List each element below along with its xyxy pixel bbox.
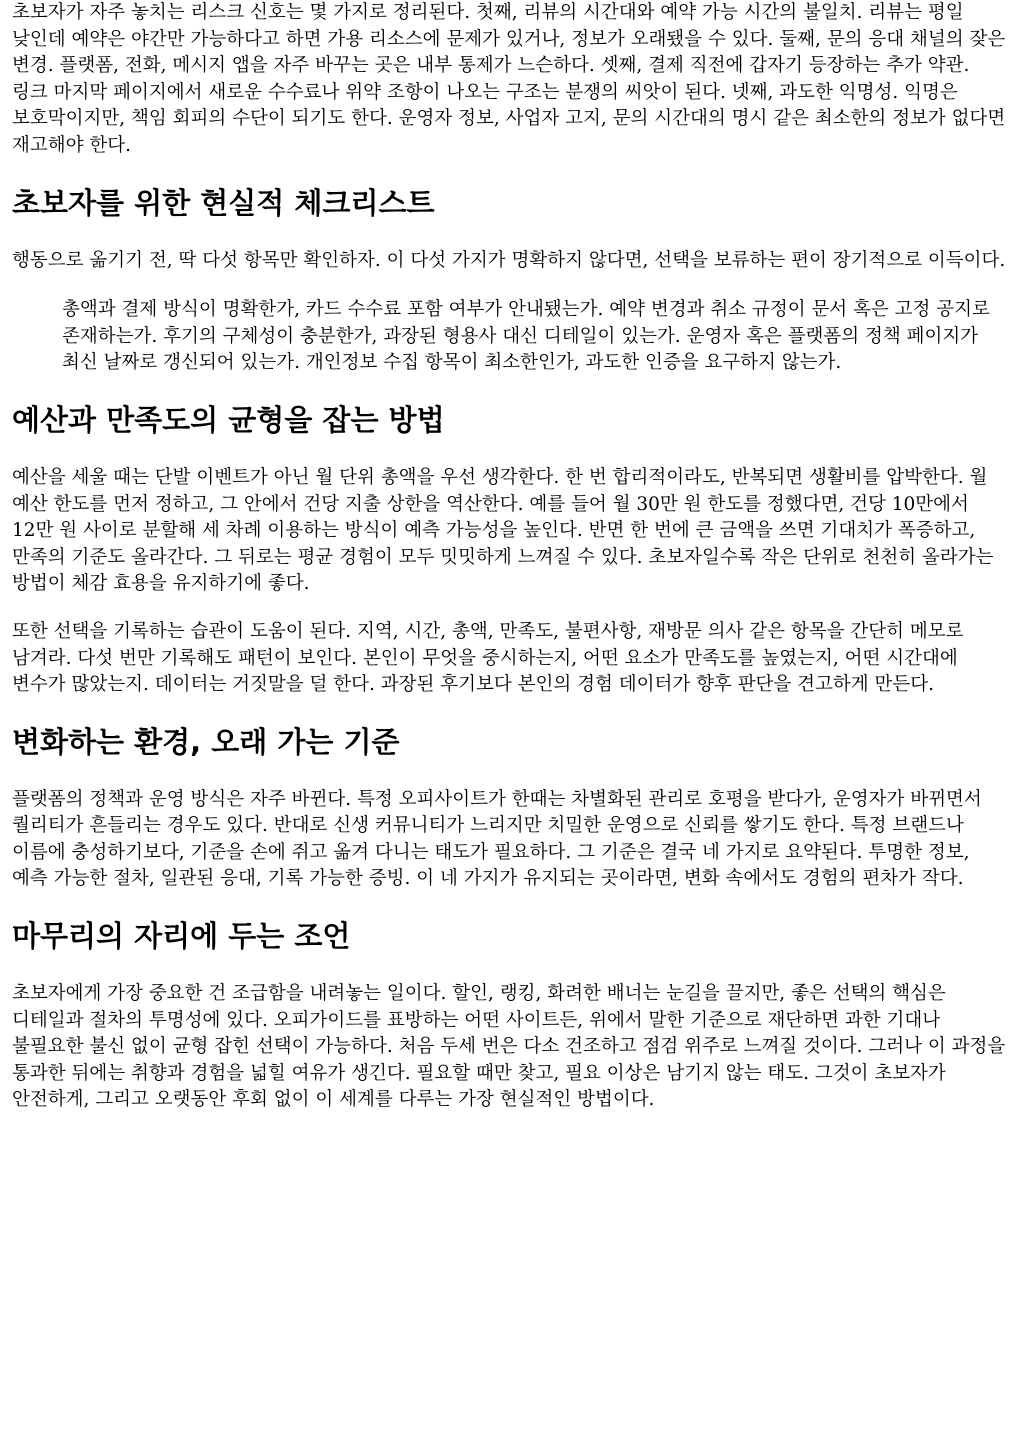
closing-heading: 마무리의 자리에 두는 조언 [12, 919, 351, 954]
checklist-lead-paragraph: 행동으로 옮기기 전, 딱 다섯 항목만 확인하자. 이 다섯 가지가 명확하지 않다면, 선택을 보류하는 편이 장기적으로 이득이다. [12, 249, 1006, 271]
article-body [12, 0, 1010, 1114]
closing-paragraph: 초보자에게 가장 중요한 건 조급함을 내려놓는 일이다. 할인, 랭킹, 화려한 배너는 눈길을 끌지만, 좋은 선택의 핵심은 디테일과 절차의 투명성에 있다. 오피가이드를 표방하는 어떤 사이트든, 위에서 말한 기준으로 재단하면 과한 기대나 불필요한 불신 없이 균형 잡힌 선택이 가능하다. 처음 두세 번은 다소 건조하고 점검 위주로 느껴질 것이다. 그러나 이 과정을 통과한 뒤에는 취향과 경험을 넓힐 여유가 생긴다. 필요할 때만 찾고, 필요 이상은 남기지 않는 태도. 그것이 초보자가 안전하게, 그리고 오랫동안 후회 없이 이 세계를 다루는 가장 현실적인 방법이다. [12, 983, 1006, 1111]
budget-heading: 예산과 만족도의 균형을 잡는 방법 [12, 402, 445, 437]
budget-paragraph-1: 예산을 세울 때는 단발 이벤트가 아닌 월 단위 총액을 우선 생각한다. 한 번 합리적이라도, 반복되면 생활비를 압박한다. 월 예산 한도를 먼저 정하고, 그 안에서 건당 지출 상한을 역산한다. 예를 들어 월 30만 원 한도를 정했다면, 건당 10만에서 12만 원 사이로 분할해 세 차례 이용하는 방식이 예측 가능성을 높인다. 반면 한 번에 큰 금액을 쓰면 기대치가 폭증하고, 만족의 기준도 올라간다. 그 뒤로는 평균 경험이 모두 밋밋하게 느껴질 수 있다. 초보자일수록 작은 단위로 천천히 올라가는 방법이 체감 효용을 유지하기에 좋다. [12, 466, 994, 595]
checklist-blockquote [62, 297, 1010, 377]
checklist-heading: 초보자를 위한 현실적 체크리스트 [12, 185, 435, 220]
budget-paragraph-2: 또한 선택을 기록하는 습관이 도움이 된다. 지역, 시간, 총액, 만족도, 불편사항, 재방문 의사 같은 항목을 간단히 메모로 남겨라. 다섯 번만 기록해도 패턴이 보인다. 본인이 무엇을 중시하는지, 어떤 요소가 만족도를 높였는지, 어떤 시간대에 변수가 많았는지. 데이터는 거짓말을 덜 한다. 과장된 후기보다 본인의 경험 데이터가 향후 판단을 견고하게 만든다. [12, 620, 964, 696]
change-paragraph: 플랫폼의 정책과 운영 방식은 자주 바뀐다. 특정 오피사이트가 한때는 차별화된 관리로 호평을 받다가, 운영자가 바뀌면서 퀄리티가 흔들리는 경우도 있다. 반대로 신생 커뮤니티가 느리지만 치밀한 운영으로 신뢰를 쌓기도 한다. 특정 브랜드나 이름에 충성하기보다, 기준을 손에 쥐고 옮겨 다니는 태도가 필요하다. 그 기준은 결국 네 가지로 요약된다. 투명한 정보, 예측 가능한 절차, 일관된 응대, 기록 가능한 증빙. 이 네 가지가 유지되는 곳이라면, 변화 속에서도 경험의 편차가 작다. [12, 788, 982, 890]
checklist-quote-text: 총액과 결제 방식이 명확한가, 카드 수수료 포함 여부가 안내됐는가. 예약 변경과 취소 규정이 문서 혹은 고정 공지로 존재하는가. 후기의 구체성이 충분한가, 과장된 형용사 대신 디테일이 있는가. 운영자 혹은 플랫폼의 정책 페이지가 최신 날짜로 갱신되어 있는가. 개인정보 수집 항목이 최소한인가, 과도한 인증을 요구하지 않는가. [62, 299, 990, 374]
intro-paragraph: 초보자가 자주 놓치는 리스크 신호는 몇 가지로 정리된다. 첫째, 리뷰의 시간대와 예약 가능 시간의 불일치. 리뷰는 평일 낮인데 예약은 야간만 가능하다고 하면 가용 리소스에 문제가 있거나, 정보가 오래됐을 수 있다. 둘째, 문의 응대 채널의 잦은 변경. 플랫폼, 전화, 메시지 앱을 자주 바꾸는 곳은 내부 통제가 느슨하다. 셋째, 결제 직전에 갑자기 등장하는 추가 약관. 링크 마지막 페이지에서 새로운 수수료나 위약 조항이 나오는 구조는 분쟁의 씨앗이 된다. 넷째, 과도한 익명성. 익명은 보호막이지만, 책임 회피의 수단이 되기도 한다. 운영자 정보, 사업자 고지, 문의 시간대의 명시 같은 최소한의 정보가 없다면 재고해야 한다. [12, 2, 1006, 156]
change-heading: 변화하는 환경, 오래 가는 기준 [12, 724, 400, 759]
